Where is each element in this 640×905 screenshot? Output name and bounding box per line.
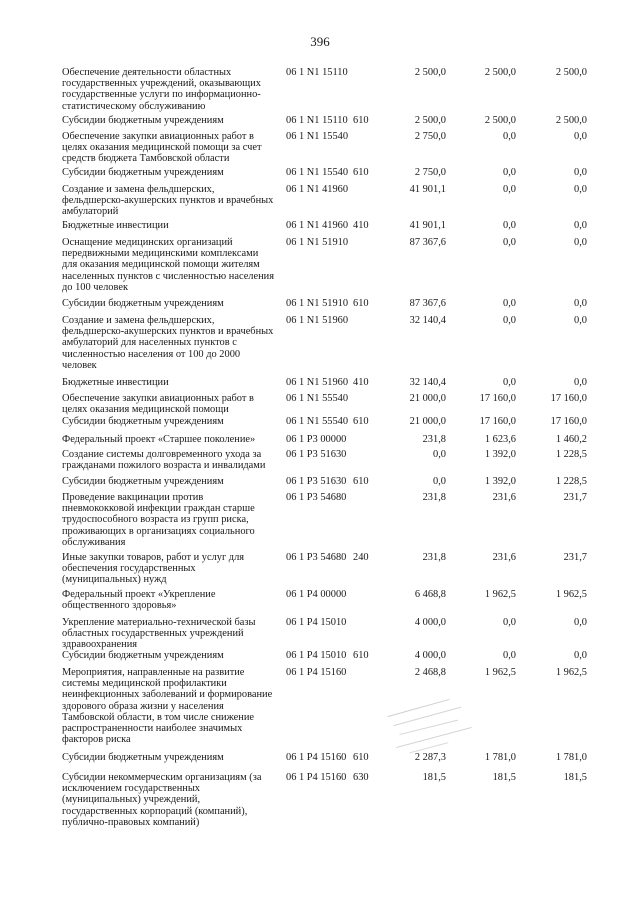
row-value-year3: 1 781,0 bbox=[555, 752, 587, 763]
row-value-year2: 17 160,0 bbox=[479, 416, 516, 427]
row-description: Субсидии бюджетным учреждениям bbox=[62, 650, 224, 661]
row-value-year1: 32 140,4 bbox=[409, 315, 446, 326]
row-description: Создание и замена фельдшерских, фельдшерско-акушерских пунктов и врачебных амбулаторий для населенных пунктов с численностью населения от 100 до 2000 человек bbox=[62, 315, 274, 371]
row-description: Иные закупки товаров, работ и услуг для обеспечения государственных (муниципальных) нужд bbox=[62, 552, 245, 586]
row-value-year2: 0,0 bbox=[503, 617, 516, 628]
row-value-year1: 2 500,0 bbox=[414, 67, 446, 78]
row-expense-type: 610 bbox=[353, 167, 369, 178]
row-value-year1: 231,8 bbox=[422, 434, 446, 445]
row-description: Субсидии бюджетным учреждениям bbox=[62, 476, 224, 487]
row-description: Обеспечение закупки авиационных работ в целях оказания медицинской помощи за счет средств бюджета Тамбовской области bbox=[62, 131, 262, 165]
row-description: Федеральный проект «Укрепление общественного здоровья» bbox=[62, 589, 216, 612]
row-value-year3: 17 160,0 bbox=[550, 393, 587, 404]
row-description: Субсидии бюджетным учреждениям bbox=[62, 752, 224, 763]
row-code: 06 1 N1 41960 bbox=[286, 220, 349, 231]
row-description: Субсидии бюджетным учреждениям bbox=[62, 298, 224, 309]
row-expense-type: 610 bbox=[353, 115, 369, 126]
row-value-year3: 1 228,5 bbox=[555, 476, 587, 487]
row-value-year3: 0,0 bbox=[574, 167, 587, 178]
row-value-year2: 0,0 bbox=[503, 131, 516, 142]
row-value-year3: 17 160,0 bbox=[550, 416, 587, 427]
row-value-year1: 21 000,0 bbox=[409, 393, 446, 404]
row-code: 06 1 N1 15540 bbox=[286, 167, 349, 178]
row-value-year3: 0,0 bbox=[574, 184, 587, 195]
row-description: Обеспечение закупки авиационных работ в целях оказания медицинской помощи bbox=[62, 393, 254, 416]
row-code: 06 1 N1 41960 bbox=[286, 184, 349, 195]
row-value-year3: 0,0 bbox=[574, 377, 587, 388]
row-value-year2: 1 392,0 bbox=[484, 449, 516, 460]
row-value-year1: 0,0 bbox=[433, 449, 446, 460]
row-description: Субсидии бюджетным учреждениям bbox=[62, 115, 224, 126]
row-code: 06 1 N1 15540 bbox=[286, 131, 349, 142]
row-expense-type: 410 bbox=[353, 220, 369, 231]
row-code: 06 1 N1 15110 bbox=[286, 115, 348, 126]
row-value-year1: 2 750,0 bbox=[414, 131, 446, 142]
row-description: Создание системы долговременного ухода за гражданами пожилого возраста и инвалидами bbox=[62, 449, 266, 472]
row-value-year3: 0,0 bbox=[574, 617, 587, 628]
row-code: 06 1 P4 00000 bbox=[286, 589, 347, 600]
row-value-year3: 2 500,0 bbox=[555, 115, 587, 126]
row-description: Укрепление материально-технической базы областных государственных учреждений здравоохранения bbox=[62, 617, 256, 651]
row-value-year3: 0,0 bbox=[574, 298, 587, 309]
row-value-year1: 231,8 bbox=[422, 492, 446, 503]
row-value-year2: 1 623,6 bbox=[484, 434, 516, 445]
row-code: 06 1 P3 00000 bbox=[286, 434, 347, 445]
row-expense-type: 610 bbox=[353, 476, 369, 487]
row-value-year2: 1 962,5 bbox=[484, 667, 516, 678]
row-expense-type: 610 bbox=[353, 298, 369, 309]
row-code: 06 1 P4 15010 bbox=[286, 650, 347, 661]
row-code: 06 1 N1 51960 bbox=[286, 315, 349, 326]
row-value-year1: 2 500,0 bbox=[414, 115, 446, 126]
row-code: 06 1 P3 54680 bbox=[286, 492, 347, 503]
row-value-year2: 2 500,0 bbox=[484, 67, 516, 78]
row-description: Бюджетные инвестиции bbox=[62, 220, 169, 231]
row-description: Обеспечение деятельности областных государственных учреждений, оказывающих государственные услуги по информационно-статистическому обслуживанию bbox=[62, 67, 261, 112]
row-value-year1: 2 468,8 bbox=[414, 667, 446, 678]
row-code: 06 1 N1 55540 bbox=[286, 416, 349, 427]
row-value-year1: 4 000,0 bbox=[414, 650, 446, 661]
row-value-year1: 0,0 bbox=[433, 476, 446, 487]
row-code: 06 1 N1 51910 bbox=[286, 298, 349, 309]
row-code: 06 1 P4 15160 bbox=[286, 772, 347, 783]
row-value-year3: 1 460,2 bbox=[555, 434, 587, 445]
row-description: Оснащение медицинских организаций передвижными медицинскими комплексами для оказания медицинской помощи жителям населенных пунктов с численностью населения до 100 человек bbox=[62, 237, 274, 293]
row-value-year3: 1 962,5 bbox=[555, 589, 587, 600]
row-expense-type: 610 bbox=[353, 416, 369, 427]
row-value-year3: 181,5 bbox=[563, 772, 587, 783]
row-code: 06 1 N1 15110 bbox=[286, 67, 348, 78]
row-description: Федеральный проект «Старшее поколение» bbox=[62, 434, 256, 445]
row-value-year1: 87 367,6 bbox=[409, 237, 446, 248]
row-value-year2: 17 160,0 bbox=[479, 393, 516, 404]
row-expense-type: 410 bbox=[353, 377, 369, 388]
row-value-year1: 32 140,4 bbox=[409, 377, 446, 388]
row-expense-type: 610 bbox=[353, 752, 369, 763]
row-value-year1: 4 000,0 bbox=[414, 617, 446, 628]
row-value-year2: 0,0 bbox=[503, 237, 516, 248]
row-expense-type: 240 bbox=[353, 552, 369, 563]
row-value-year2: 231,6 bbox=[492, 552, 516, 563]
row-value-year3: 0,0 bbox=[574, 220, 587, 231]
row-code: 06 1 P3 51630 bbox=[286, 449, 347, 460]
row-value-year1: 87 367,6 bbox=[409, 298, 446, 309]
row-description: Субсидии бюджетным учреждениям bbox=[62, 167, 224, 178]
row-value-year2: 0,0 bbox=[503, 220, 516, 231]
row-value-year2: 1 962,5 bbox=[484, 589, 516, 600]
row-value-year3: 0,0 bbox=[574, 650, 587, 661]
row-value-year1: 2 750,0 bbox=[414, 167, 446, 178]
row-expense-type: 630 bbox=[353, 772, 369, 783]
row-value-year2: 1 781,0 bbox=[484, 752, 516, 763]
row-value-year3: 2 500,0 bbox=[555, 67, 587, 78]
row-code: 06 1 P3 51630 bbox=[286, 476, 347, 487]
row-description: Проведение вакцинации против пневмококковой инфекции граждан старше трудоспособного возраста из групп риска, проживающих в организациях социального обслуживания bbox=[62, 492, 255, 548]
row-description: Мероприятия, направленные на развитие системы медицинской профилактики неинфекционных заболеваний и формирование здорового образа жизни у населения Тамбовской области, в том числе снижение распространенности наиболее значимых факторов риска bbox=[62, 667, 273, 746]
row-code: 06 1 P4 15160 bbox=[286, 752, 347, 763]
row-description: Бюджетные инвестиции bbox=[62, 377, 169, 388]
row-code: 06 1 P4 15010 bbox=[286, 617, 347, 628]
row-value-year1: 181,5 bbox=[422, 772, 446, 783]
row-value-year1: 2 287,3 bbox=[414, 752, 446, 763]
row-value-year1: 6 468,8 bbox=[414, 589, 446, 600]
row-value-year1: 21 000,0 bbox=[409, 416, 446, 427]
row-value-year2: 0,0 bbox=[503, 167, 516, 178]
row-value-year1: 41 901,1 bbox=[409, 184, 446, 195]
row-value-year2: 181,5 bbox=[492, 772, 516, 783]
row-value-year3: 1 962,5 bbox=[555, 667, 587, 678]
row-value-year2: 0,0 bbox=[503, 184, 516, 195]
row-code: 06 1 P4 15160 bbox=[286, 667, 347, 678]
row-code: 06 1 N1 51960 bbox=[286, 377, 349, 388]
row-value-year2: 0,0 bbox=[503, 315, 516, 326]
row-description: Создание и замена фельдшерских, фельдшерско-акушерских пунктов и врачебных амбулаторий bbox=[62, 184, 274, 218]
row-code: 06 1 P3 54680 bbox=[286, 552, 347, 563]
row-value-year2: 0,0 bbox=[503, 298, 516, 309]
row-code: 06 1 N1 51910 bbox=[286, 237, 349, 248]
row-value-year3: 1 228,5 bbox=[555, 449, 587, 460]
row-value-year2: 231,6 bbox=[492, 492, 516, 503]
row-value-year1: 41 901,1 bbox=[409, 220, 446, 231]
row-description: Субсидии некоммерческим организациям (за исключением государственных (муниципальных) учреждений, государственных корпораций (компаний), публично-правовых компаний) bbox=[62, 772, 262, 828]
row-description: Субсидии бюджетным учреждениям bbox=[62, 416, 224, 427]
row-value-year2: 0,0 bbox=[503, 650, 516, 661]
row-value-year3: 0,0 bbox=[574, 315, 587, 326]
row-value-year3: 0,0 bbox=[574, 237, 587, 248]
row-value-year3: 231,7 bbox=[563, 492, 587, 503]
row-value-year3: 231,7 bbox=[563, 552, 587, 563]
row-value-year3: 0,0 bbox=[574, 131, 587, 142]
page-number: 396 bbox=[310, 34, 330, 49]
row-expense-type: 610 bbox=[353, 650, 369, 661]
row-value-year2: 0,0 bbox=[503, 377, 516, 388]
row-code: 06 1 N1 55540 bbox=[286, 393, 349, 404]
row-value-year2: 2 500,0 bbox=[484, 115, 516, 126]
row-value-year2: 1 392,0 bbox=[484, 476, 516, 487]
row-value-year1: 231,8 bbox=[422, 552, 446, 563]
